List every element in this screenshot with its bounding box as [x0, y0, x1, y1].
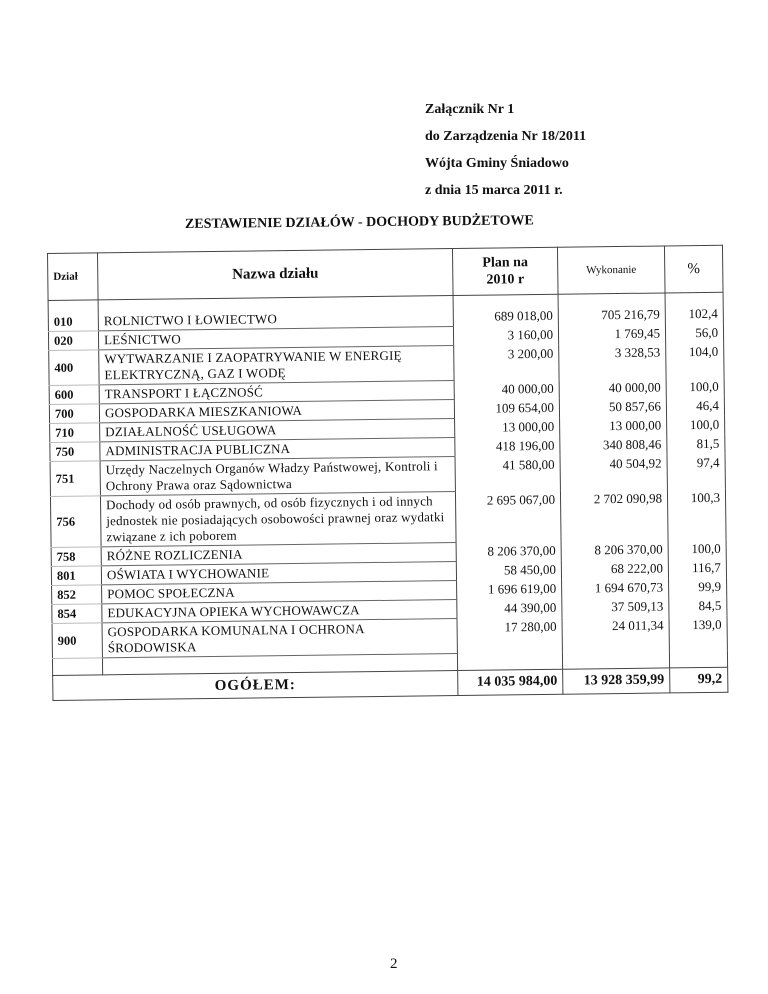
- row-exec: 3 328,53: [559, 343, 666, 379]
- column-header-plan-line1: Plan na: [482, 255, 528, 271]
- row-code: 900: [52, 623, 102, 659]
- row-code: 600: [49, 385, 99, 405]
- row-exec: 24 011,34: [562, 616, 669, 652]
- row-plan: 58 450,00: [456, 560, 561, 580]
- row-code: 700: [49, 404, 99, 424]
- row-pct: 139,0: [669, 615, 727, 651]
- row-exec: 13 000,00: [560, 416, 667, 436]
- row-plan: 8 206 370,00: [456, 541, 561, 561]
- row-plan: 13 000,00: [455, 417, 560, 437]
- column-header-name: Nazwa działu: [98, 249, 454, 300]
- row-plan: 2 695 067,00: [455, 490, 561, 542]
- column-header-plan: [452, 247, 558, 295]
- document-title: ZESTAWIENIE DZIAŁÓW - DOCHODY BUDŻETOWE: [184, 213, 534, 232]
- row-plan: 1 696 619,00: [457, 579, 562, 599]
- row-exec: 705 216,79: [558, 305, 665, 325]
- row-exec: 40 000,00: [559, 378, 666, 398]
- row-code: 852: [52, 585, 102, 605]
- total-exec: 13 928 359,99: [563, 668, 670, 694]
- column-header-code: Dział: [48, 253, 99, 301]
- row-exec: 50 857,66: [559, 397, 666, 417]
- row-pct: 116,7: [668, 558, 726, 578]
- total-pct: 99,2: [670, 667, 728, 693]
- row-exec: 1 694 670,73: [562, 578, 669, 598]
- row-pct: 97,4: [667, 453, 725, 489]
- column-header-plan-line2: 2010 r: [486, 272, 525, 288]
- row-name: DZIAŁALNOŚĆ USŁUGOWA: [100, 419, 455, 442]
- row-pct: 46,4: [666, 396, 724, 416]
- row-name: WYTWARZANIE I ZAOPATRYWANIE W ENERGIĘ ELEKTRYCZNĄ, GAZ I WODĘ: [99, 346, 454, 385]
- row-name: OŚWIATA I WYCHOWANIE: [101, 562, 456, 585]
- row-code: 758: [51, 547, 101, 567]
- revenue-table-container: [47, 245, 727, 701]
- row-name: GOSPODARKA KOMUNALNA I OCHRONA ŚRODOWISKA: [102, 619, 457, 658]
- row-plan: 3 200,00: [454, 344, 559, 380]
- column-header-exec: Wykonanie: [557, 246, 665, 294]
- row-exec: 37 509,13: [562, 597, 669, 617]
- row-name: GOSPODARKA MIESZKANIOWA: [99, 400, 454, 423]
- row-code: 400: [49, 350, 99, 386]
- row-pct: 104,0: [666, 342, 724, 378]
- row-pct: 100,0: [668, 539, 726, 559]
- row-code: 750: [50, 442, 100, 462]
- row-code: 020: [48, 331, 98, 351]
- row-exec: 1 769,45: [558, 324, 665, 344]
- row-exec: 68 222,00: [561, 559, 668, 579]
- annex-authority: Wójta Gminy Śniadowo: [425, 156, 569, 171]
- row-exec: 340 808,46: [560, 435, 667, 455]
- page-number: 2: [390, 956, 398, 972]
- total-label: OGÓŁEM:: [53, 671, 458, 701]
- annex-header: [425, 96, 586, 204]
- total-plan: 14 035 984,00: [458, 669, 563, 695]
- row-pct: 84,5: [669, 596, 727, 616]
- row-name: Dochody od osób prawnych, od osób fizycznych i od innych jednostek nie posiadających osobowości prawnej oraz wydatki związane z ich poborem: [100, 492, 456, 547]
- row-exec: 40 504,92: [560, 454, 667, 490]
- row-name: ADMINISTRACJA PUBLICZNA: [100, 438, 455, 461]
- column-header-pct: %: [664, 245, 723, 293]
- row-pct: 100,0: [666, 377, 724, 397]
- row-plan: 3 160,00: [453, 325, 558, 345]
- row-code: 710: [50, 423, 100, 443]
- row-code: 801: [51, 566, 101, 586]
- row-code: 010: [48, 312, 98, 331]
- row-plan: 41 580,00: [455, 455, 560, 491]
- row-name: ROLNICTWO I ŁOWIECTWO: [98, 308, 453, 331]
- row-name: Urzędy Naczelnych Organów Władzy Państwowej, Kontroli i Ochrony Prawa oraz Sądownictwa: [100, 457, 455, 496]
- row-pct: 100,0: [667, 415, 725, 435]
- row-exec: 8 206 370,00: [561, 540, 668, 560]
- row-plan: 418 196,00: [455, 436, 560, 456]
- table-row: [50, 488, 726, 547]
- revenue-table: [47, 245, 728, 701]
- table-header-row: [48, 245, 724, 300]
- row-name: POMOC SPOŁECZNA: [102, 581, 457, 604]
- row-code: 756: [50, 496, 101, 548]
- row-plan: 689 018,00: [453, 307, 558, 327]
- row-code: 854: [52, 604, 102, 624]
- row-pct: 100,3: [667, 488, 726, 540]
- row-exec: 2 702 090,98: [560, 489, 668, 541]
- row-plan: 17 280,00: [457, 617, 562, 653]
- row-name: RÓŻNE ROZLICZENIA: [101, 543, 456, 566]
- row-name: LEŚNICTWO: [98, 327, 453, 350]
- row-name: EDUKACYJNA OPIEKA WYCHOWAWCZA: [102, 600, 457, 623]
- row-pct: 102,4: [665, 305, 723, 324]
- row-plan: 109 654,00: [454, 398, 559, 418]
- row-pct: 81,5: [667, 434, 725, 454]
- row-pct: 99,9: [669, 577, 727, 597]
- table-body: [48, 292, 728, 700]
- row-plan: 40 000,00: [454, 379, 559, 399]
- annex-ordinance: do Zarządzenia Nr 18/2011: [425, 129, 587, 144]
- annex-date: z dnia 15 marca 2011 r.: [425, 183, 563, 198]
- row-pct: 56,0: [665, 323, 723, 343]
- row-code: 751: [50, 461, 100, 497]
- annex-number: Załącznik Nr 1: [425, 102, 515, 117]
- row-name: TRANSPORT I ŁĄCZNOŚĆ: [99, 381, 454, 404]
- row-plan: 44 390,00: [457, 598, 562, 618]
